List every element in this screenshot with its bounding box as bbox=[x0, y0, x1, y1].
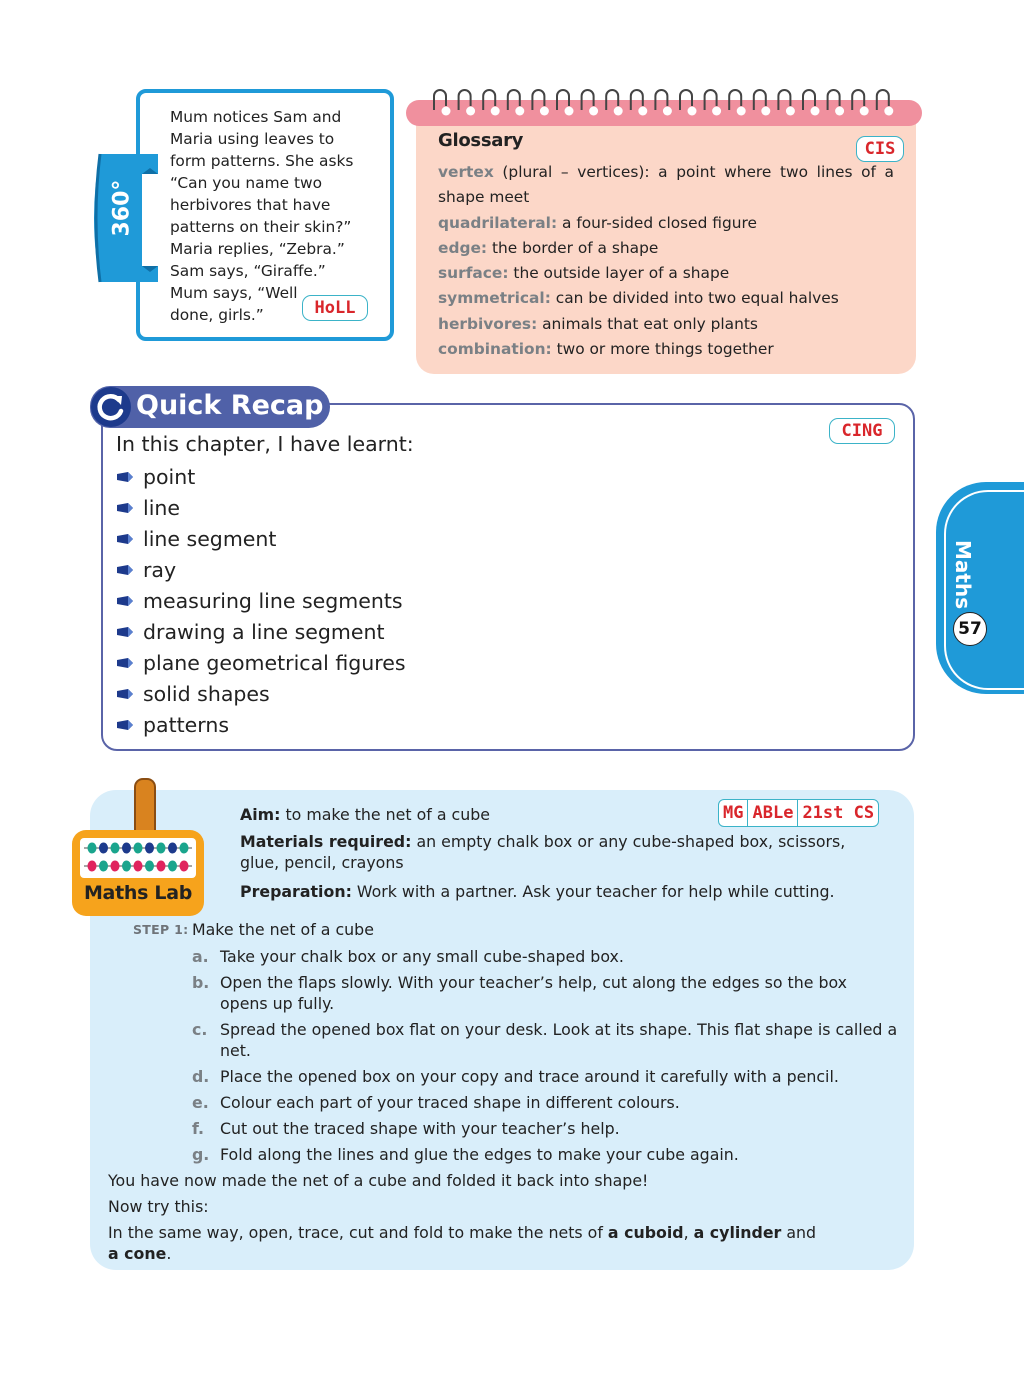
step-text: Open the flaps slowly. With your teacher’s help, cut along the edges so the box opens up fully. bbox=[220, 973, 848, 1013]
abacus-bead bbox=[134, 861, 143, 872]
spiral-hole bbox=[491, 107, 500, 116]
pencil-bullet-icon bbox=[116, 595, 134, 607]
step-letter: b. bbox=[192, 973, 210, 992]
step-item bbox=[192, 972, 898, 1014]
recap-list bbox=[116, 462, 406, 740]
subject-label-text: Maths bbox=[951, 540, 975, 610]
pencil-bullet-icon bbox=[116, 502, 134, 514]
recap-item-label: plane geometrical figures bbox=[143, 650, 406, 675]
pencil-bullet-icon bbox=[116, 533, 134, 545]
story-line: “Can you name two bbox=[170, 174, 322, 192]
pencil-bullet-icon bbox=[116, 719, 134, 731]
abacus-bead bbox=[145, 843, 154, 854]
glossary-definition: can be divided into two equal halves bbox=[550, 289, 839, 308]
conclusion-line: You have now made the net of a cube and folded it back into shape! bbox=[108, 1171, 649, 1190]
abacus-bead bbox=[157, 861, 166, 872]
try-label: Now try this: bbox=[108, 1197, 209, 1216]
story-line: Sam says, “Giraffe.” bbox=[170, 262, 326, 280]
recap-item bbox=[116, 493, 406, 524]
step-list bbox=[192, 946, 898, 1170]
story-line: Maria using leaves to bbox=[170, 130, 335, 148]
recap-item-label: line segment bbox=[143, 527, 277, 552]
glossary-definition: two or more things together bbox=[551, 340, 774, 359]
abacus-bead bbox=[99, 843, 108, 854]
badge-science-label: SCIENCE bbox=[143, 183, 155, 236]
spiral-hole bbox=[835, 107, 844, 116]
spiral-hole bbox=[737, 107, 746, 116]
step-letter: c. bbox=[192, 1020, 208, 1039]
step-letter: e. bbox=[192, 1093, 209, 1112]
refresh-icon bbox=[91, 387, 131, 427]
glossary-entry bbox=[438, 337, 894, 362]
spiral-hole bbox=[638, 107, 647, 116]
story-line: Maria replies, “Zebra.” bbox=[170, 240, 345, 258]
recap-item-label: solid shapes bbox=[143, 681, 270, 706]
recap-item bbox=[116, 524, 406, 555]
materials-line: Materials required: an empty chalk box or any cube-shaped box, scissors, glue, pencil, crayons bbox=[240, 832, 846, 872]
glossary-definition: the border of a shape bbox=[487, 238, 659, 257]
badge-stick bbox=[134, 778, 156, 836]
cis-tag: CIS bbox=[856, 136, 904, 162]
step-letter: d. bbox=[192, 1067, 210, 1086]
glossary-entry bbox=[438, 160, 894, 211]
step-item bbox=[192, 1144, 898, 1165]
pencil-bullet-icon bbox=[116, 471, 134, 483]
recap-item-label: ray bbox=[143, 558, 177, 583]
glossary-entry bbox=[438, 312, 894, 337]
pencil-bullet-icon bbox=[116, 657, 134, 669]
glossary-entry bbox=[438, 286, 894, 311]
abacus-bead bbox=[99, 861, 108, 872]
step-letter: g. bbox=[192, 1145, 210, 1164]
lab-intro bbox=[240, 804, 890, 908]
lab-tag: 21st CS bbox=[802, 803, 875, 823]
glossary-term: surface: bbox=[438, 264, 509, 283]
step-item bbox=[192, 1118, 898, 1139]
quick-recap-title: Quick Recap bbox=[136, 390, 324, 421]
abacus-bead bbox=[88, 861, 97, 872]
abacus-bead bbox=[134, 843, 143, 854]
abacus-bead bbox=[122, 861, 131, 872]
glossary-term: symmetrical: bbox=[438, 289, 551, 308]
glossary-definition: a four-sided closed figure bbox=[557, 213, 757, 232]
subject-label bbox=[923, 540, 975, 610]
pencil-bullet-icon bbox=[116, 688, 134, 700]
recap-item-label: patterns bbox=[143, 712, 230, 737]
glossary-list bbox=[438, 160, 894, 362]
step-item bbox=[192, 946, 898, 967]
step-label: STEP 1: bbox=[133, 922, 189, 937]
abacus-bead bbox=[145, 861, 154, 872]
glossary-title: Glossary bbox=[438, 130, 524, 151]
glossary-entry bbox=[438, 261, 894, 286]
recap-item-label: point bbox=[143, 465, 196, 490]
lab-tag: MG bbox=[719, 800, 748, 826]
story-line: herbivores that have bbox=[170, 196, 331, 214]
holl-tag: HoLL bbox=[302, 295, 368, 321]
try-text: In the same way, open, trace, cut and fold to make the nets of a cuboid, a cylinder and a cone. bbox=[108, 1223, 817, 1263]
science-story bbox=[170, 106, 375, 326]
recap-item bbox=[116, 555, 406, 586]
recap-item bbox=[116, 462, 406, 493]
abacus-bead bbox=[111, 843, 120, 854]
abacus-bead bbox=[180, 843, 189, 854]
lab-tag: ABLe bbox=[748, 800, 798, 826]
recap-item-label: drawing a line segment bbox=[143, 619, 385, 644]
maths-lab-title: Maths Lab bbox=[83, 882, 193, 904]
glossary-term: vertex bbox=[438, 163, 494, 181]
step-title: Make the net of a cube bbox=[192, 920, 374, 939]
glossary-term: quadrilateral: bbox=[438, 213, 558, 232]
aim-line: Aim: to make the net of a cube bbox=[240, 805, 491, 824]
spiral-hole bbox=[466, 107, 475, 116]
spiral-hole bbox=[540, 107, 549, 116]
spiral-hole bbox=[884, 107, 893, 116]
step-text: Place the opened box on your copy and trace around it carefully with a pencil. bbox=[220, 1067, 839, 1086]
glossary-entry bbox=[438, 236, 894, 261]
spiral-hole bbox=[589, 107, 598, 116]
recap-item-label: line bbox=[143, 496, 180, 521]
page-number: 57 bbox=[953, 612, 987, 646]
abacus-bead bbox=[157, 843, 166, 854]
story-line: done, girls.” bbox=[170, 306, 264, 324]
abacus-bead bbox=[180, 861, 189, 872]
cing-tag: CING bbox=[829, 418, 895, 444]
step-text: Take your chalk box or any small cube-shaped box. bbox=[220, 947, 624, 966]
recap-item bbox=[116, 678, 406, 709]
preparation-line: Preparation: Work with a partner. Ask your teacher for help while cutting. bbox=[240, 882, 835, 901]
abacus-bead bbox=[88, 843, 97, 854]
spiral-rings-icon bbox=[420, 84, 920, 124]
spiral-hole bbox=[442, 107, 451, 116]
glossary-entry bbox=[438, 211, 894, 236]
step-item bbox=[192, 1066, 898, 1087]
step-letter: f. bbox=[192, 1119, 205, 1138]
glossary-definition: the outside layer of a shape bbox=[508, 264, 730, 283]
abacus-bead bbox=[168, 843, 177, 854]
glossary-term: combination: bbox=[438, 340, 552, 359]
step-text: Cut out the traced shape with your teacher’s help. bbox=[220, 1119, 620, 1138]
spiral-hole bbox=[515, 107, 524, 116]
pencil-bullet-icon bbox=[116, 626, 134, 638]
pencil-bullet-icon bbox=[116, 564, 134, 576]
step-item bbox=[192, 1092, 898, 1113]
glossary-definition: (plural – vertices): a point where two lines of a shape meet bbox=[438, 163, 894, 207]
lab-conclusion bbox=[108, 1170, 898, 1269]
spiral-hole bbox=[614, 107, 623, 116]
step-text: Spread the opened box flat on your desk. Look at its shape. This flat shape is called a net. bbox=[220, 1020, 898, 1060]
glossary-term: edge: bbox=[438, 238, 488, 257]
abacus-bead bbox=[111, 861, 120, 872]
story-line: patterns on their skin?” bbox=[170, 218, 352, 236]
spiral-hole bbox=[786, 107, 795, 116]
spiral-hole bbox=[663, 107, 672, 116]
abacus-bead bbox=[168, 861, 177, 872]
glossary-term: herbivores: bbox=[438, 314, 538, 333]
recap-item bbox=[116, 616, 406, 647]
spiral-hole bbox=[688, 107, 697, 116]
badge-360-label: 360° bbox=[109, 179, 135, 237]
recap-item bbox=[116, 586, 406, 617]
abacus-icon bbox=[80, 838, 196, 878]
spiral-hole bbox=[761, 107, 770, 116]
science-360-badge bbox=[86, 148, 162, 286]
step-letter: a. bbox=[192, 947, 209, 966]
step-item bbox=[192, 1019, 898, 1061]
abacus-bead bbox=[122, 843, 131, 854]
glossary-definition: animals that eat only plants bbox=[537, 314, 758, 333]
spiral-hole bbox=[712, 107, 721, 116]
recap-item bbox=[116, 647, 406, 678]
step-text: Fold along the lines and glue the edges to make your cube again. bbox=[220, 1145, 739, 1164]
recap-intro: In this chapter, I have learnt: bbox=[116, 432, 414, 456]
step-text: Colour each part of your traced shape in different colours. bbox=[220, 1093, 680, 1112]
story-line: Mum says, “Well bbox=[170, 284, 298, 302]
recap-item bbox=[116, 709, 406, 740]
spiral-hole bbox=[811, 107, 820, 116]
story-line: form patterns. She asks bbox=[170, 152, 354, 170]
spiral-hole bbox=[565, 107, 574, 116]
spiral-hole bbox=[860, 107, 869, 116]
recap-item-label: measuring line segments bbox=[143, 589, 403, 613]
story-line: Mum notices Sam and bbox=[170, 108, 342, 126]
